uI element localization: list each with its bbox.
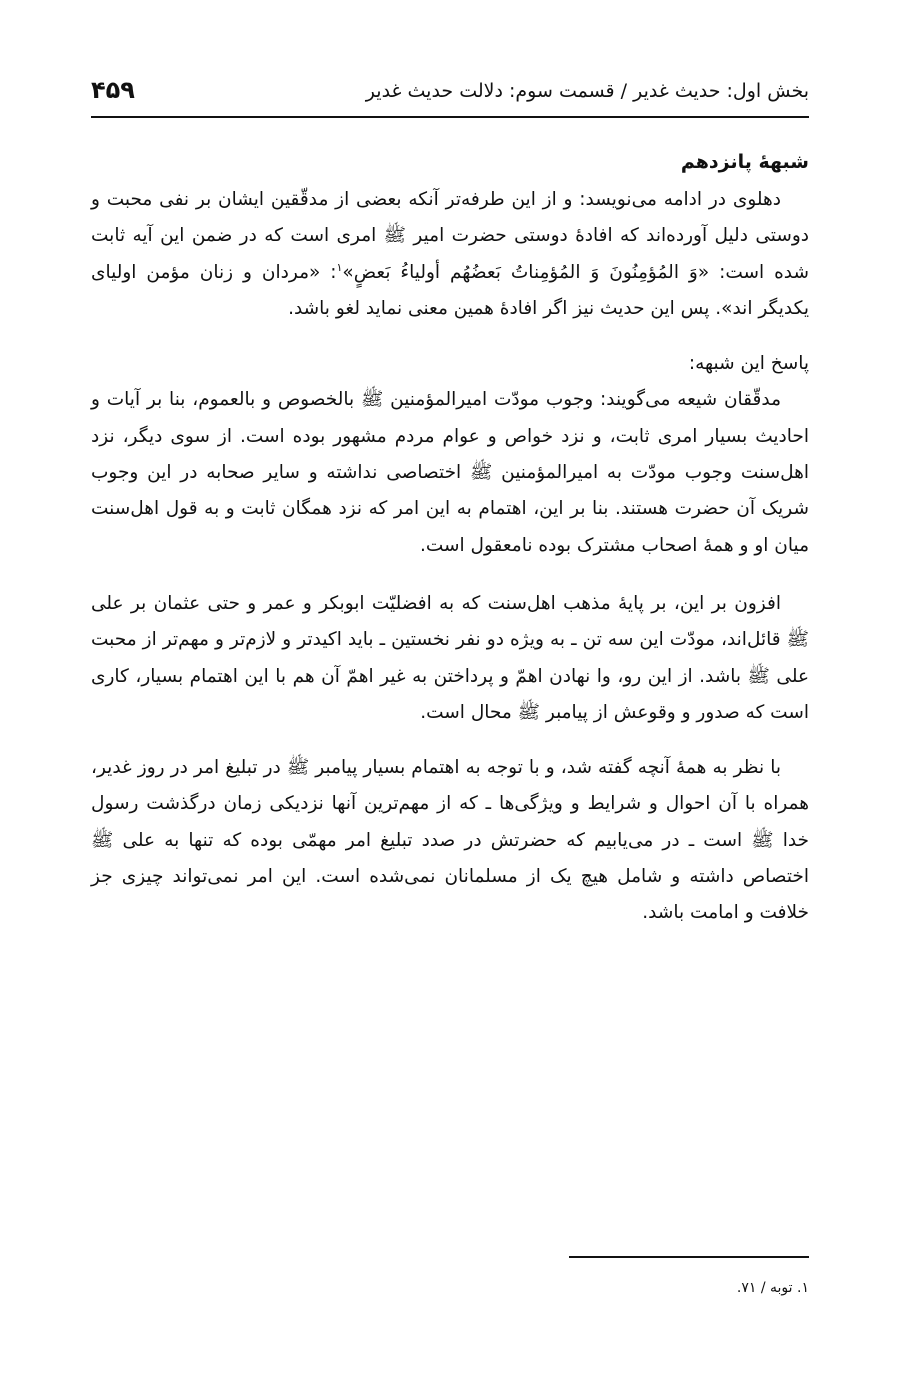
footnote-reference: ۱: [336, 260, 343, 274]
section-heading: شبهۀ پانزدهم: [680, 151, 809, 173]
paragraph-4: افزون بر این، بر پایۀ مذهب اهل‌سنت که به افضلیّت ابوبکر و عمر و حتی عثمان بر علی ﷺ قائل‌اند، مودّت این سه تن ـ به ویژه دو نفر نخستین ـ باید اکیدتر و لازم‌تر و مهم‌تر از محبت علی ﷺ باشد. از این رو، وا نهادن اهمّ و پرداختن به غیر اهمّ آن هم با این اهتمام بسیار، کاری است که صدور و وقوعش از پیامبر ﷺ محال است.: [91, 592, 809, 723]
page-number: ۴۵۹: [91, 76, 135, 104]
running-header: [91, 66, 809, 106]
paragraph-1-text: دهلوی در ادامه می‌نویسد: و از این طرفه‌تر آنکه بعضی از مدقّقین ایشان بر نفی محبت و دوستی دلیل آورده‌اند که افادۀ دوستی حضرت امیر ﷺ امری است که در ضمن این آیه ثابت شده است: «وَ المُؤمِنُونَ وَ المُؤمِناتُ بَعضُهُم أولیاءُ بَعضٍ»: [91, 189, 809, 283]
page-body: [91, 144, 809, 932]
paragraph-2: پاسخ این شبهه:: [688, 353, 809, 375]
footnote: ۱. توبه / ۷۱.: [736, 1280, 809, 1296]
paragraph-1-end: : «مردان و زنان مؤمن اولیای یکدیگر اند». پس این حدیث نیز اگر افادۀ همین معنی نماید لغو باشد.: [91, 261, 809, 319]
header-rule: [91, 116, 809, 118]
book-page: [91, 0, 809, 1390]
paragraph-3: مدقّقان شیعه می‌گویند: وجوب مودّت امیرالمؤمنین ﷺ بالخصوص و بالعموم، بنا بر آیات و احادیث بسیار امری ثابت، و نزد خواص و عوام مردم مشهور بوده است. از سوی دیگر، نزد اهل‌سنت وجوب مودّت به امیرالمؤمنین ﷺ اختصاصی نداشته و سایر صحابه در این وجوب شریک آن حضرت هستند. بنا بر این، اهتمام به این امر که نزد همگان ثابت و به قول اهل‌سنت میان او و همۀ اصحاب مشترک بوده نامعقول است.: [91, 389, 809, 556]
paragraph-1: [91, 182, 809, 327]
footnote-rule: [569, 1256, 809, 1258]
paragraph-5: با نظر به همۀ آنچه گفته شد، و با توجه به اهتمام بسیار پیامبر ﷺ در تبلیغ امر در روز غدیر، همراه با آن احوال و شرایط و ویژگی‌ها ـ که از مهم‌ترین آنها نزدیکی زمان درگذشت رسول خدا ﷺ است ـ در می‌یابیم که حضرتش در صدد تبلیغ امر مهمّی بوده که تنها به علی ﷺ اختصاص داشته و شامل هیچ یک از مسلمانان نمی‌شده است. این امر نمی‌تواند چیزی جز خلافت و امامت باشد.: [91, 757, 809, 924]
header-title: بخش اول: حدیث غدیر / قسمت سوم: دلالت حدیث غدیر: [365, 80, 809, 102]
